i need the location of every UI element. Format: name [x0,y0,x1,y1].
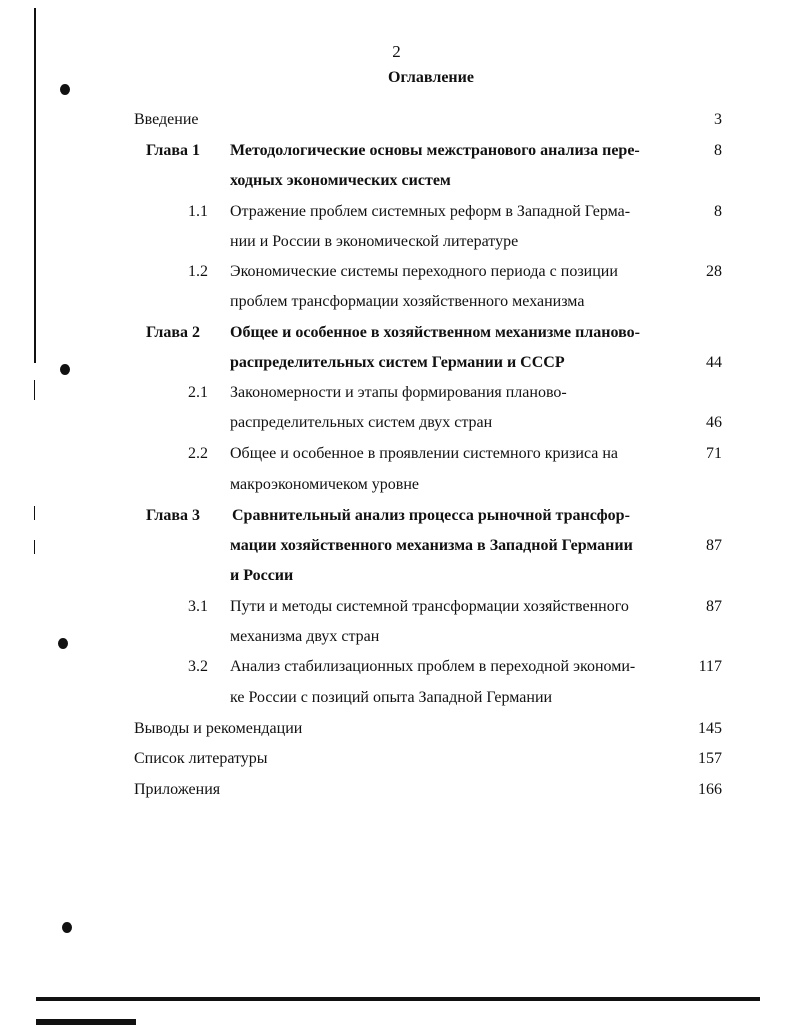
toc-section-title: Пути и методы системной трансформации хозяйственного [230,598,629,615]
toc-appendix-page: 166 [698,781,722,798]
toc-chapter-1-title: Методологические основы межстранового анализа пере- [230,142,640,159]
scan-margin-line [34,540,35,554]
toc-section-page: 71 [706,445,722,462]
toc-conclusions-page: 145 [698,720,722,737]
toc-chapter-2-title: Общее и особенное в хозяйственном механизме планово- [230,324,640,341]
toc-section-title: Анализ стабилизационных проблем в переходной экономи- [230,658,636,675]
toc-section-page: 28 [706,263,722,280]
punch-hole-mark [58,638,68,649]
toc-intro: Введение [134,111,199,128]
toc-section-title: Отражение проблем системных реформ в Западной Герма- [230,203,631,220]
page-number: 2 [392,42,401,61]
toc-literature: Список литературы [134,750,268,767]
toc-chapter-3-title: Сравнительный анализ процесса рыночной трансфор- [232,507,630,524]
toc-section-page: 46 [706,414,722,431]
toc-section-page: 8 [714,203,722,220]
toc-section-number: 3.2 [188,658,208,675]
toc-title: Оглавление [388,69,474,86]
toc-conclusions: Выводы и рекомендации [134,720,303,737]
toc-chapter-1-page: 8 [714,142,722,159]
toc-section-title: распределительных систем двух стран [230,414,493,431]
toc-section-page: 117 [698,658,722,675]
toc-chapter-2-title: распределительных систем Германии и СССР [230,354,565,371]
toc-section-number: 2.1 [188,384,208,401]
toc-chapter-2-label: Глава 2 [146,324,200,341]
toc-appendix: Приложения [134,781,221,798]
toc-section-title: Экономические системы переходного периода с позиции [230,263,618,280]
toc-intro-page: 3 [714,111,722,128]
toc-section-title: Закономерности и этапы формирования планово- [230,384,567,401]
toc-section-title: механизма двух стран [230,628,380,645]
toc-section-title: Общее и особенное в проявлении системного кризиса на [230,445,619,462]
toc-chapter-3-title: мации хозяйственного механизма в Западной Германии [230,537,633,554]
punch-hole-mark [60,364,70,375]
toc-section-number: 3.1 [188,598,208,615]
scan-margin-line [34,506,35,520]
punch-hole-mark [62,922,72,933]
toc-chapter-3-page: 87 [706,537,722,554]
toc-chapter-1-label: Глава 1 [146,142,200,159]
toc-section-page: 87 [706,598,722,615]
bottom-rule [36,1019,136,1025]
toc-section-number: 2.2 [188,445,208,462]
toc-section-title: проблем трансформации хозяйственного механизма [230,293,585,310]
toc-chapter-1-title: ходных экономических систем [230,172,451,189]
toc-section-title: нии и России в экономической литературе [230,233,519,250]
toc-chapter-3-title: и России [230,567,294,584]
toc-section-title: макроэкономичеком уровне [230,476,420,493]
toc-section-number: 1.2 [188,263,208,280]
scan-margin-line [34,380,35,400]
bottom-rule [36,997,760,1001]
toc-section-number: 1.1 [188,203,208,220]
toc-section-title: ке России с позиций опыта Западной Германии [230,689,553,706]
toc-chapter-2-page: 44 [706,354,722,371]
toc-chapter-3-label: Глава 3 [146,507,200,524]
toc-literature-page: 157 [698,750,722,767]
